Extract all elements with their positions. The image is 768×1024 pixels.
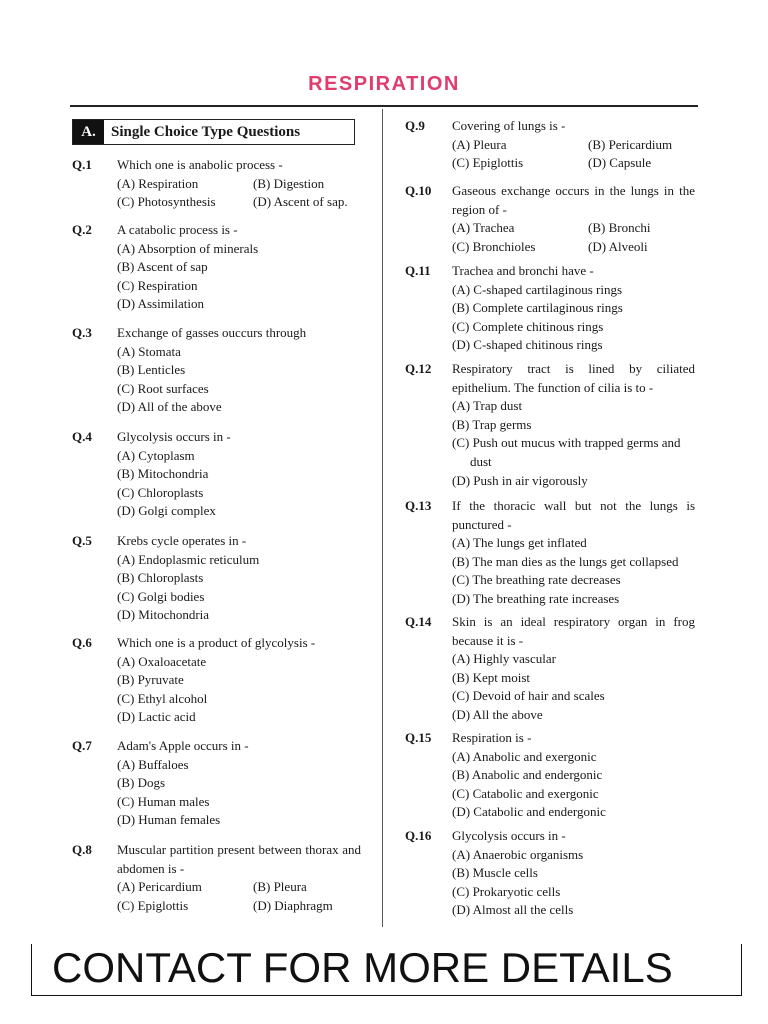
title-rule [70,105,698,107]
option-c: (C) Photosynthesis [117,194,216,210]
question-text: Adam's Apple occurs in - [117,738,249,753]
option-d: (D) Push in air vigorously [452,472,588,488]
question-number: Q.3 [72,325,92,340]
option-d: (D) Almost all the cells [452,902,574,918]
option-b: (B) Muscle cells [452,865,538,881]
option-b: (B) Kept moist [452,669,530,685]
question-text: Trachea and bronchi have - [452,263,594,278]
question-text: Krebs cycle operates in - [117,533,247,548]
option-a: (A) Respiration [117,175,199,191]
option-b: (B) Trap germs [452,416,532,432]
option-a: (A) Highly vascular [452,651,556,667]
question-text: Glycolysis occurs in - [117,429,231,444]
option-d: (D) Diaphragm [253,897,333,913]
question-number: Q.5 [72,533,92,548]
question-text: A catabolic process is - [117,222,238,237]
option-d: (D) Catabolic and endergonic [452,804,606,820]
question-number: Q.16 [405,828,432,843]
question-text: Covering of lungs is - [452,118,566,133]
option-c: (C) Epiglottis [117,897,189,913]
option-c: (C) Epiglottis [452,155,524,171]
option-d: (D) All the above [452,706,543,722]
option-c-continuation: dust [470,453,492,469]
option-a: (A) Cytoplasm [117,447,195,463]
question-number: Q.9 [405,118,425,133]
option-c: (C) Respiration [117,277,198,293]
option-b: (B) Mitochondria [117,466,209,482]
question-text: Respiratory tract is lined by ciliated epithelium. The function of cilia is to - [452,361,695,395]
option-d: (D) C-shaped chitinous rings [452,337,603,353]
contact-text: CONTACT FOR MORE DETAILS [52,944,673,991]
option-c: (C) Prokaryotic cells [452,883,561,899]
option-a: (A) Pericardium [117,879,202,895]
contact-banner [31,944,742,996]
option-d: (D) Alveoli [588,238,648,254]
page-title: RESPIRATION [308,73,460,95]
option-c: (C) Push out mucus with trapped germs and [452,435,681,451]
option-c: (C) Human males [117,793,210,809]
question-number: Q.13 [405,498,432,513]
question-number: Q.2 [72,222,92,237]
question-number: Q.15 [405,730,432,745]
option-d: (D) Ascent of sap. [253,194,348,210]
option-b: (B) Pericardium [588,136,673,152]
option-d: (D) The breathing rate increases [452,590,620,606]
option-a: (A) Endoplasmic reticulum [117,551,260,567]
option-c: (C) Complete chitinous rings [452,318,604,334]
option-a: (A) Buffaloes [117,756,189,772]
option-d: (D) Human females [117,812,221,828]
question-number: Q.8 [72,842,92,857]
question-text: Skin is an ideal respiratory organ in frog because it is - [452,614,695,648]
option-c: (C) Root surfaces [117,380,209,396]
option-a: (A) Absorption of minerals [117,240,259,256]
option-c: (C) Chloroplasts [117,484,204,500]
option-c: (C) Devoid of hair and scales [452,688,605,704]
option-b: (B) Bronchi [588,220,651,236]
option-b: (B) Pleura [253,879,307,895]
question-number: Q.1 [72,157,92,172]
option-a: (A) Trap dust [452,398,523,414]
option-a: (A) Stomata [117,343,181,359]
option-c: (C) The breathing rate decreases [452,572,621,588]
option-b: (B) Ascent of sap [117,259,208,275]
option-d: (D) Capsule [588,155,652,171]
question-number: Q.4 [72,429,92,444]
question-text: Gaseous exchange occurs in the lungs in the region of - [452,183,695,217]
option-b: (B) Dogs [117,775,166,791]
question-text: Muscular partition present between thorax and abdomen is - [117,842,361,876]
option-b: (B) Lenticles [117,362,186,378]
question-number: Q.12 [405,361,432,376]
question-text: Which one is anabolic process - [117,157,283,172]
option-a: (A) Anaerobic organisms [452,846,584,862]
question-number: Q.14 [405,614,432,629]
section-header [72,119,355,145]
question-number: Q.11 [405,263,431,278]
option-b: (B) The man dies as the lungs get collapsed [452,553,679,569]
question-number: Q.7 [72,738,92,753]
option-a: (A) Trachea [452,220,515,236]
option-d: (D) Golgi complex [117,503,216,519]
question-text: Which one is a product of glycolysis - [117,635,316,650]
option-a: (A) The lungs get inflated [452,535,587,551]
option-c: (C) Bronchioles [452,238,536,254]
option-a: (A) Pleura [452,136,507,152]
option-d: (D) Mitochondria [117,607,210,623]
option-b: (B) Pyruvate [117,672,184,688]
question-text: Respiration is - [452,730,532,745]
option-a: (A) C-shaped cartilaginous rings [452,281,623,297]
option-d: (D) All of the above [117,399,222,415]
option-b: (B) Digestion [253,175,325,191]
option-b: (B) Anabolic and endergonic [452,767,603,783]
option-d: (D) Assimilation [117,296,205,312]
section-title: Single Choice Type Questions [111,124,301,140]
option-b: (B) Chloroplasts [117,570,204,586]
question-number: Q.6 [72,635,92,650]
option-d: (D) Lactic acid [117,709,196,725]
option-a: (A) Anabolic and exergonic [452,748,597,764]
question-text: Exchange of gasses ouccurs through [117,325,307,340]
question-text: If the thoracic wall but not the lungs is punctured - [452,498,695,532]
question-number: Q.10 [405,183,432,198]
option-c: (C) Ethyl alcohol [117,690,208,706]
option-a: (A) Oxaloacetate [117,653,207,669]
option-c: (C) Golgi bodies [117,588,205,604]
question-text: Glycolysis occurs in - [452,828,566,843]
column-divider [382,109,383,927]
option-b: (B) Complete cartilaginous rings [452,300,623,316]
section-letter: A. [73,120,104,144]
option-c: (C) Catabolic and exergonic [452,785,599,801]
